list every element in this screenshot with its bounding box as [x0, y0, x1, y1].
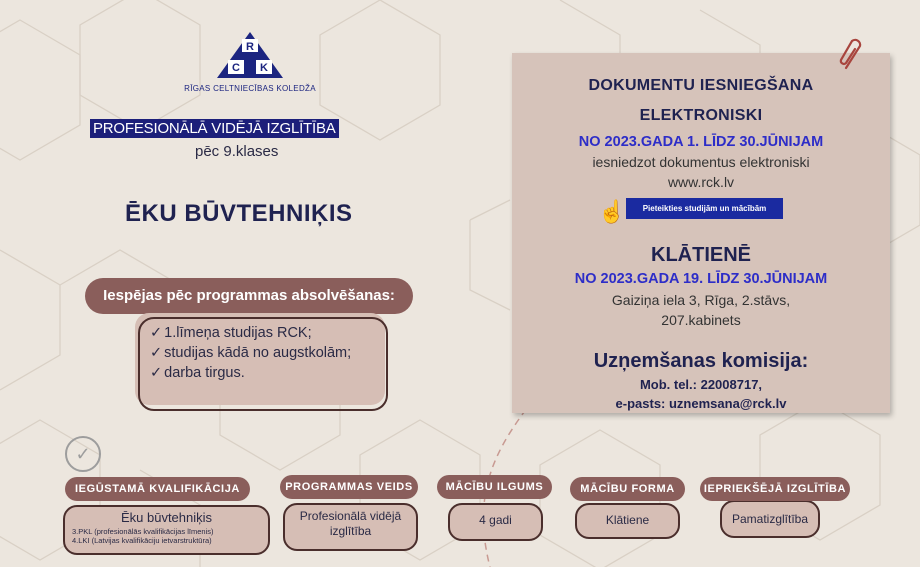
logo-letter-r: R [246, 41, 254, 53]
in-person-heading: KLĀTIENĒ [651, 244, 751, 266]
checkmark-icon: ✓ [65, 436, 101, 472]
qualification-card [63, 505, 270, 555]
program-title: ĒKU BŪVTEHNIĶIS [125, 200, 353, 227]
opportunities-list [150, 323, 351, 383]
program-type-value: Profesionālā vidējā izglītība [299, 509, 402, 538]
qualification-note-1: 3.PKL (profesionālās kvalifikācijas līmenis) [72, 527, 214, 536]
website-link[interactable]: www.rck.lv [667, 174, 735, 190]
program-type-card-head: PROGRAMMAS VEIDS [280, 475, 418, 499]
qualification-value: Ēku būvtehniķis [120, 510, 213, 525]
electronic-description: iesniedzot dokumentus elektroniski [592, 154, 810, 170]
form-card-head: MĀCĪBU FORMA [570, 477, 685, 501]
prior-education-value: Pamatizglītība [731, 512, 809, 526]
list-item: ✓ studijas kādā no augstkolām; [150, 343, 351, 363]
form-value: Klātiene [605, 513, 650, 527]
logo-letter-k: K [260, 62, 268, 74]
commission-phone: Mob. tel.: 22008717, [639, 377, 763, 392]
duration-value: 4 gadi [479, 513, 512, 527]
pointing-hand-icon: ☝ [598, 199, 626, 224]
commission-email[interactable]: e-pasts: uznemsana@rck.lv [615, 396, 787, 411]
paperclip-icon [838, 38, 868, 74]
documents-heading-electronic: ELEKTRONISKI [639, 107, 763, 124]
opportunities-heading: Iespējas pēc programmas absolvēšanas: [103, 287, 395, 304]
documents-heading: DOKUMENTU IESNIEGŠANA [588, 77, 814, 94]
logo-letter-c: C [232, 62, 240, 74]
qualification-card-head: IEGŪSTAMĀ KVALIFIKĀCIJA [65, 477, 250, 501]
duration-card [448, 503, 543, 541]
qualification-note-2: 4.LKI (Latvijas kvalifikāciju ietvarstruktūra) [72, 536, 212, 545]
program-type-card [283, 503, 418, 551]
duration-card-head: MĀCĪBU ILGUMS [437, 475, 552, 499]
list-item: ✓ 1.līmeņa studijas RCK; [150, 323, 351, 343]
form-card [575, 503, 680, 539]
commission-heading: Uzņemšanas komisija: [593, 350, 809, 372]
electronic-dates: NO 2023.GADA 1. LĪDZ 30.JŪNIJAM [578, 134, 824, 150]
list-item: ✓ darba tirgus. [150, 363, 351, 383]
college-name: RĪGAS CELTNIECĪBAS KOLEDŽA [184, 84, 316, 93]
college-logo [215, 30, 285, 80]
apply-button[interactable]: Pieteikties studijām un mācībām [626, 198, 783, 219]
program-type-banner: PROFESIONĀLĀ VIDĒJĀ IZGLĪTĪBA [90, 119, 339, 138]
in-person-dates: NO 2023.GADA 19. LĪDZ 30.JŪNIJAM [574, 271, 828, 287]
prior-education-card-head: IEPRIEKŠĒJĀ IZGLĪTĪBA [700, 477, 850, 501]
program-after-grade: pēc 9.klases [195, 143, 279, 160]
prior-education-card [720, 500, 820, 538]
address-line-2: 207.kabinets [661, 312, 741, 328]
address-line-1: Gaiziņa iela 3, Rīga, 2.stāvs, [611, 292, 791, 308]
